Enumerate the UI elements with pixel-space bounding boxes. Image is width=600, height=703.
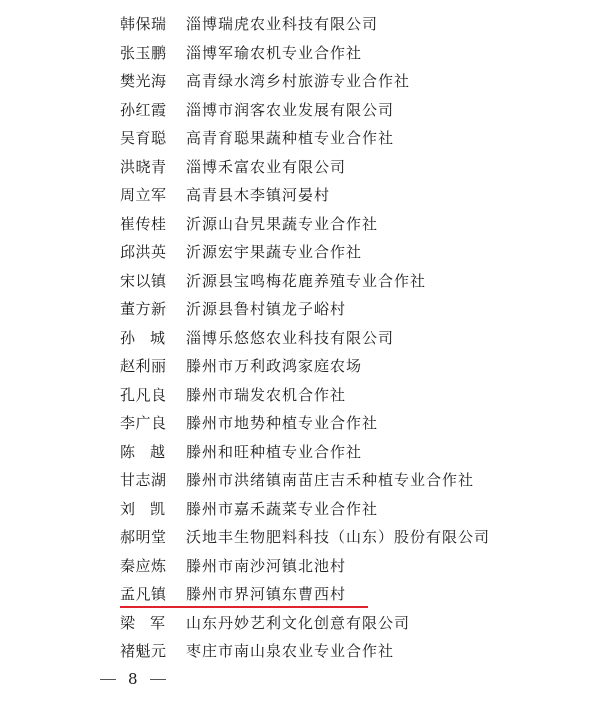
person-name: 褚魁元 (120, 642, 167, 660)
organization-name: 沃地丰生物肥料科技（山东）股份有限公司 (186, 528, 491, 546)
person-name: 孙 城 (120, 328, 166, 347)
list-item (0, 552, 600, 581)
list-item (0, 324, 600, 353)
organization-name: 滕州市嘉禾蔬菜专业合作社 (186, 499, 379, 518)
footer-dash-left (100, 679, 116, 680)
person-name: 孔凡良 (120, 385, 167, 404)
list-item (0, 10, 600, 39)
person-name: 樊光海 (120, 72, 167, 90)
list-item (0, 609, 600, 638)
person-name: 洪晓青 (120, 157, 167, 176)
organization-name: 滕州市洪绪镇南苗庄吉禾种植专业合作社 (186, 471, 475, 489)
organization-name: 滕州市万利政鸿家庭农场 (186, 357, 363, 375)
page-number: 8 (128, 670, 138, 688)
organization-name: 淄博市润客农业发展有限公司 (186, 100, 395, 119)
organization-name: 沂源县鲁村镇龙子峪村 (186, 300, 347, 318)
person-name: 刘 凯 (120, 499, 166, 518)
organization-name: 淄博军瑜农机专业合作社 (186, 43, 363, 62)
person-name: 李广良 (120, 414, 167, 432)
highlight-underline (120, 606, 368, 608)
organization-name: 淄博禾富农业有限公司 (186, 157, 347, 176)
list-item (0, 181, 600, 210)
person-name: 吴育聪 (120, 129, 167, 147)
list-item (0, 352, 600, 381)
organization-name: 山东丹妙艺利文化创意有限公司 (186, 613, 411, 632)
organization-name: 高青绿水湾乡村旅游专业合作社 (186, 72, 411, 90)
organization-name: 沂源山旮旯果蔬专业合作社 (186, 214, 379, 233)
list-item (0, 495, 600, 524)
list-item (0, 124, 600, 153)
list-item (0, 267, 600, 296)
organization-name: 淄博乐悠悠农业科技有限公司 (186, 328, 395, 347)
list-item (0, 96, 600, 125)
list-item (0, 39, 600, 68)
organization-name: 枣庄市南山泉农业专业合作社 (186, 642, 395, 660)
person-name: 崔传桂 (120, 214, 167, 233)
person-name: 韩保瑞 (120, 15, 167, 33)
person-name: 宋以镇 (120, 271, 167, 290)
organization-name: 滕州市瑞发农机合作社 (186, 385, 347, 404)
list-item (0, 238, 600, 267)
list-item (0, 637, 600, 666)
list-item (0, 210, 600, 239)
person-name: 梁 军 (120, 613, 166, 632)
person-name: 邱洪英 (120, 243, 167, 261)
list-item (0, 381, 600, 410)
page-footer (100, 670, 166, 688)
organization-name: 滕州市地势种植专业合作社 (186, 414, 379, 432)
organization-name: 滕州和旺种植专业合作社 (186, 442, 363, 461)
organization-name: 淄博瑞虎农业科技有限公司 (186, 15, 379, 33)
organization-name: 沂源县宝鸣梅花鹿养殖专业合作社 (186, 271, 427, 290)
person-name: 赵利丽 (120, 357, 167, 375)
person-name: 陈 越 (120, 442, 166, 461)
organization-name: 高青育聪果蔬种植专业合作社 (186, 129, 395, 147)
list-item (0, 409, 600, 438)
organization-name: 高青县木李镇河晏村 (186, 186, 331, 204)
list-item (0, 295, 600, 324)
list-item (0, 153, 600, 182)
person-name: 郝明堂 (120, 528, 167, 546)
name-list (0, 10, 600, 666)
list-item (0, 466, 600, 495)
list-item (0, 438, 600, 467)
person-name: 张玉鹏 (120, 43, 167, 62)
footer-dash-right (150, 679, 166, 680)
list-item (0, 580, 600, 609)
person-name: 甘志湖 (120, 471, 167, 489)
list-item (0, 67, 600, 96)
person-name: 孙红霞 (120, 100, 167, 119)
person-name: 董方新 (120, 300, 167, 318)
organization-name: 滕州市界河镇东曹西村 (186, 585, 347, 603)
organization-name: 滕州市南沙河镇北池村 (186, 556, 347, 575)
person-name: 周立军 (120, 186, 167, 204)
list-item (0, 523, 600, 552)
person-name: 孟凡镇 (120, 585, 167, 603)
organization-name: 沂源宏宇果蔬专业合作社 (186, 243, 363, 261)
person-name: 秦应炼 (120, 556, 167, 575)
